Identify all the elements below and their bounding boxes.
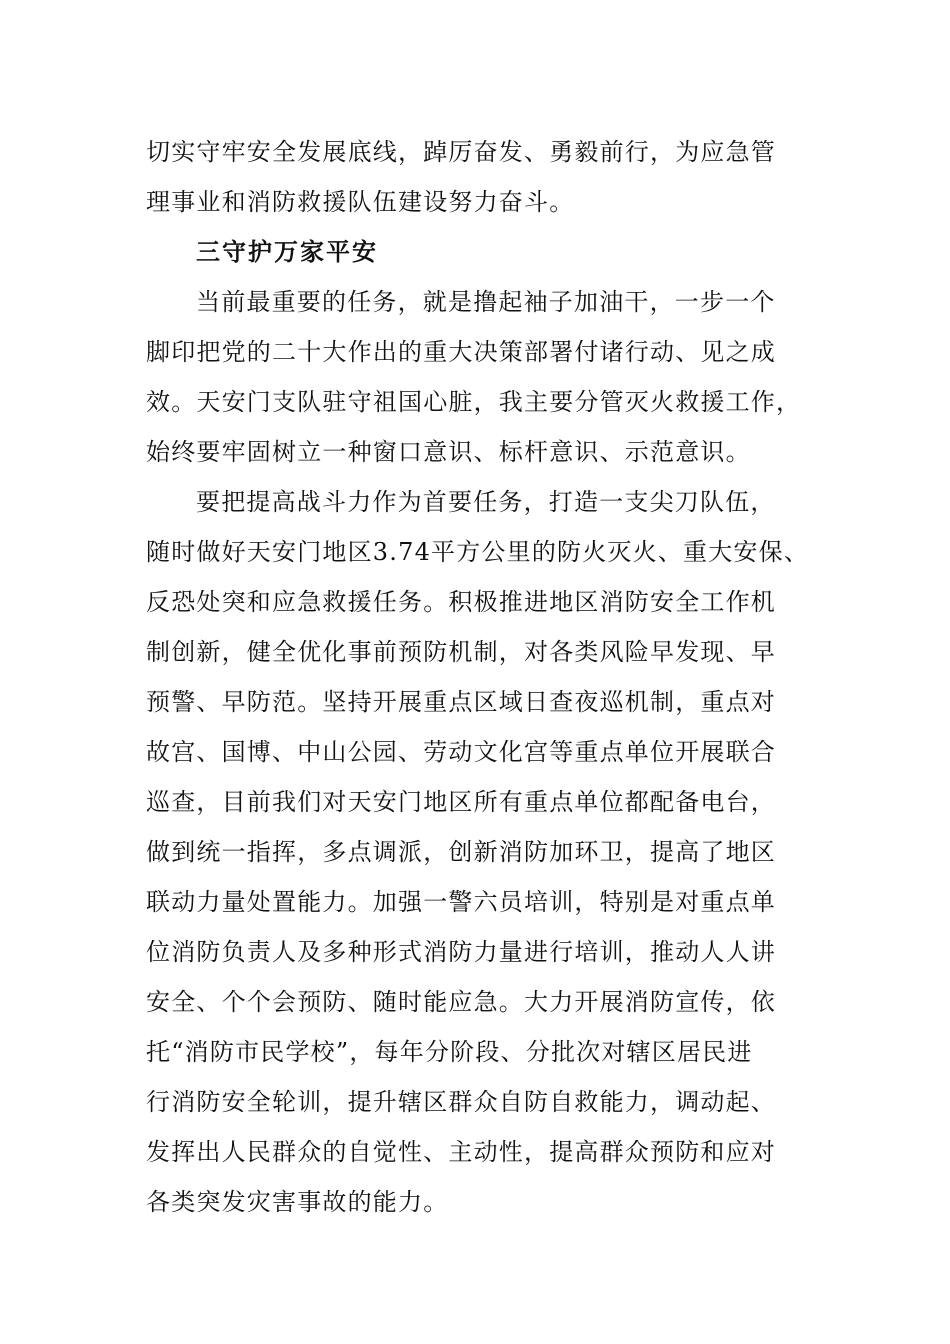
paragraph-line: 反恐处突和应急救援任务。积极推进地区消防安全工作机 [146,588,776,616]
paragraph-line: 行消防安全轮训，提升辖区群众自防自救能力，调动起、 [146,1088,776,1116]
paragraph-line: 当前最重要的任务，就是撸起袖子加油干，一步一个 [196,288,776,316]
paragraph-line: 随时做好天安门地区3.74平方公里的防火灭火、重大安保、 [146,538,810,566]
paragraph-line: 制创新，健全优化事前预防机制，对各类风险早发现、早 [146,638,776,666]
paragraph-line: 发挥出人民群众的自觉性、主动性，提高群众预防和应对 [146,1138,776,1166]
section-heading: 三守护万家平安 [196,237,378,266]
paragraph-line: 要把提高战斗力作为首要任务，打造一支尖刀队伍， [196,488,776,516]
paragraph-line: 做到统一指挥，多点调派，创新消防加环卫，提高了地区 [146,838,776,866]
paragraph-line: 安全、个个会预防、随时能应急。大力开展消防宣传，依 [146,988,776,1016]
paragraph-line: 预警、早防范。坚持开展重点区域日查夜巡机制，重点对 [146,688,776,716]
paragraph-line: 理事业和消防救援队伍建设努力奋斗。 [146,188,575,216]
paragraph-line: 各类突发灾害事故的能力。 [146,1188,449,1216]
paragraph-line: 故宫、国博、中山公园、劳动文化宫等重点单位开展联合 [146,738,776,766]
paragraph-line: 托“消防市民学校”，每年分阶段、分批次对辖区居民进 [146,1038,753,1066]
paragraph-line: 效。天安门支队驻守祖国心脏，我主要分管灭火救援工作， [146,388,802,416]
paragraph-line: 始终要牢固树立一种窗口意识、标杆意识、示范意识。 [146,438,751,466]
paragraph-line: 切实守牢安全发展底线，踔厉奋发、勇毅前行，为应急管 [146,138,776,166]
paragraph-line: 巡查，目前我们对天安门地区所有重点单位都配备电台， [146,788,776,816]
paragraph-line: 位消防负责人及多种形式消防力量进行培训，推动人人讲 [146,938,776,966]
paragraph-line: 脚印把党的二十大作出的重大决策部署付诸行动、见之成 [146,338,776,366]
paragraph-line: 联动力量处置能力。加强一警六员培训，特别是对重点单 [146,888,776,916]
